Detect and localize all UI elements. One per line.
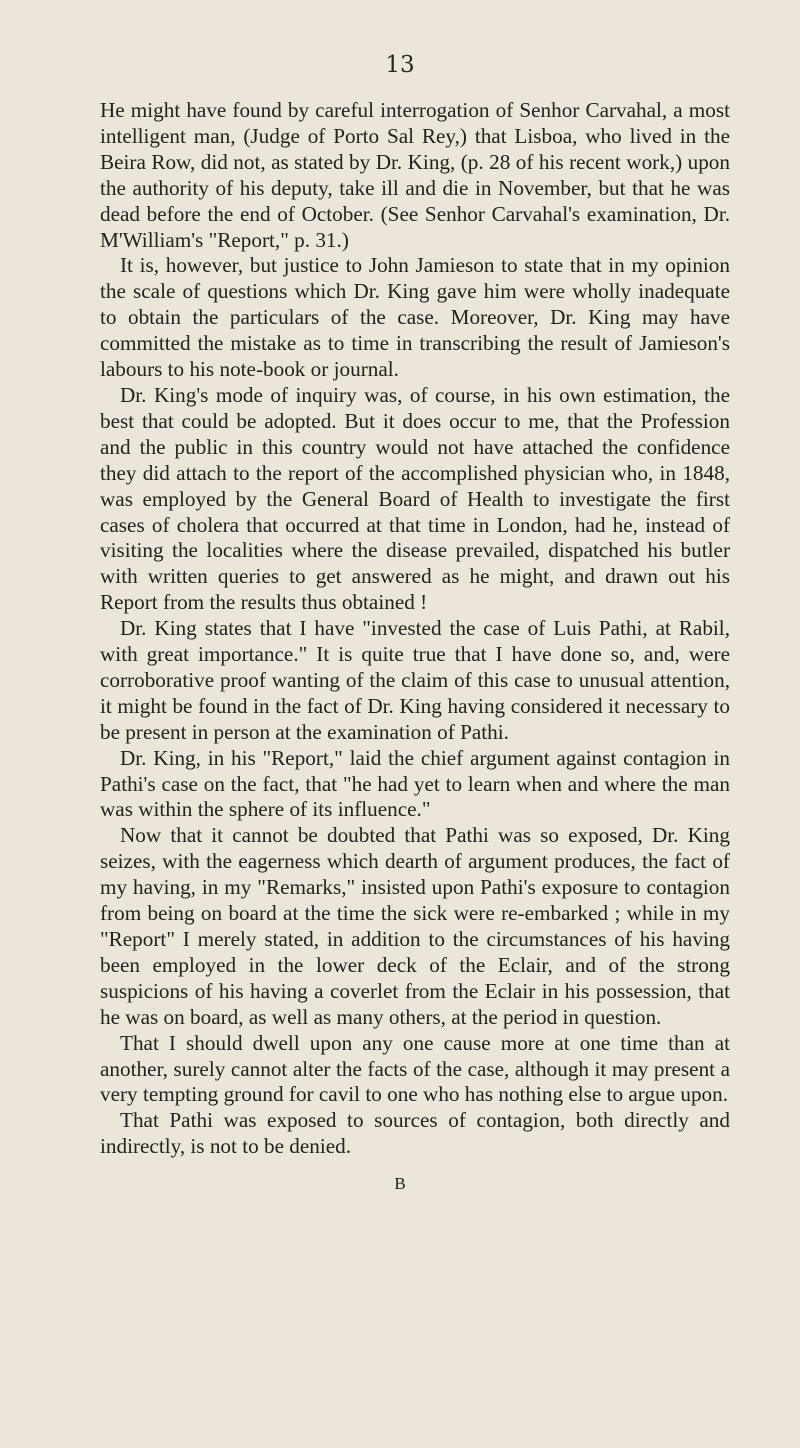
body-text xyxy=(100,98,730,1160)
paragraph: Dr. King's mode of inquiry was, of course, in his own estimation, the best that could be adopted. But it does occur to me, that the Profession and the public in this country would not have attached the confidence they did attach to the report of the accomplished physician who, in 1848, was employed by the General Board of Health to investigate the first cases of cholera that occurred at that time in London, had he, instead of visiting the localities where the disease prevailed, dispatched his butler with written queries to get answered as he might, and drawn out his Report from the results thus obtained ! xyxy=(100,382,730,615)
paragraph: That I should dwell upon any one cause more at one time than at another, surely cannot alter the facts of the case, although it may present a very tempting ground for cavil to one who has nothing else to argue upon. xyxy=(100,1030,730,1107)
page-number: 13 xyxy=(385,52,415,78)
paragraph: That Pathi was exposed to sources of contagion, both directly and indirectly, is not to be denied. xyxy=(100,1108,730,1159)
paragraph: Dr. King states that I have "invested the case of Luis Pathi, at Rabil, with great importance." It is quite true that I have done so, and, were corroborative proof wanting of the claim of this case to unusual attention, it might be found in the fact of Dr. King having considered it necessary to be present in person at the examination of Pathi. xyxy=(100,616,730,744)
signature-mark: B xyxy=(394,1174,406,1193)
paragraph: Now that it cannot be doubted that Pathi was so exposed, Dr. King seizes, with the eagerness which dearth of argument produces, the fact of my having, in my "Remarks," insisted upon Pathi's exposure to contagion from being on board at the time the sick were re-embarked ; while in my "Report" I merely stated, in addition to the circumstances of his having been employed in the lower deck of the Eclair, and of the strong suspicions of his having a coverlet from the Eclair in his possession, that he was on board, as well as many others, at the period in question. xyxy=(100,823,730,1029)
paragraph: He might have found by careful interrogation of Senhor Carvahal, a most intelligent man, (Judge of Porto Sal Rey,) that Lisboa, who lived in the Beira Row, did not, as stated by Dr. King, (p. 28 of his recent work,) upon the authority of his deputy, take ill and die in November, but that he was dead before the end of October. (See Senhor Carvahal's examination, Dr. M'William's "Report," p. 31.) xyxy=(100,98,730,252)
paragraph: It is, however, but justice to John Jamieson to state that in my opinion the scale of questions which Dr. King gave him were wholly inadequate to obtain the particulars of the case. Moreover, Dr. King may have committed the mistake as to time in transcribing the result of Jamieson's labours to his note-book or journal. xyxy=(100,253,730,382)
paragraph: Dr. King, in his "Report," laid the chief argument against contagion in Pathi's case on the fact, that "he had yet to learn when and where the man was within the sphere of its influence." xyxy=(100,745,730,822)
